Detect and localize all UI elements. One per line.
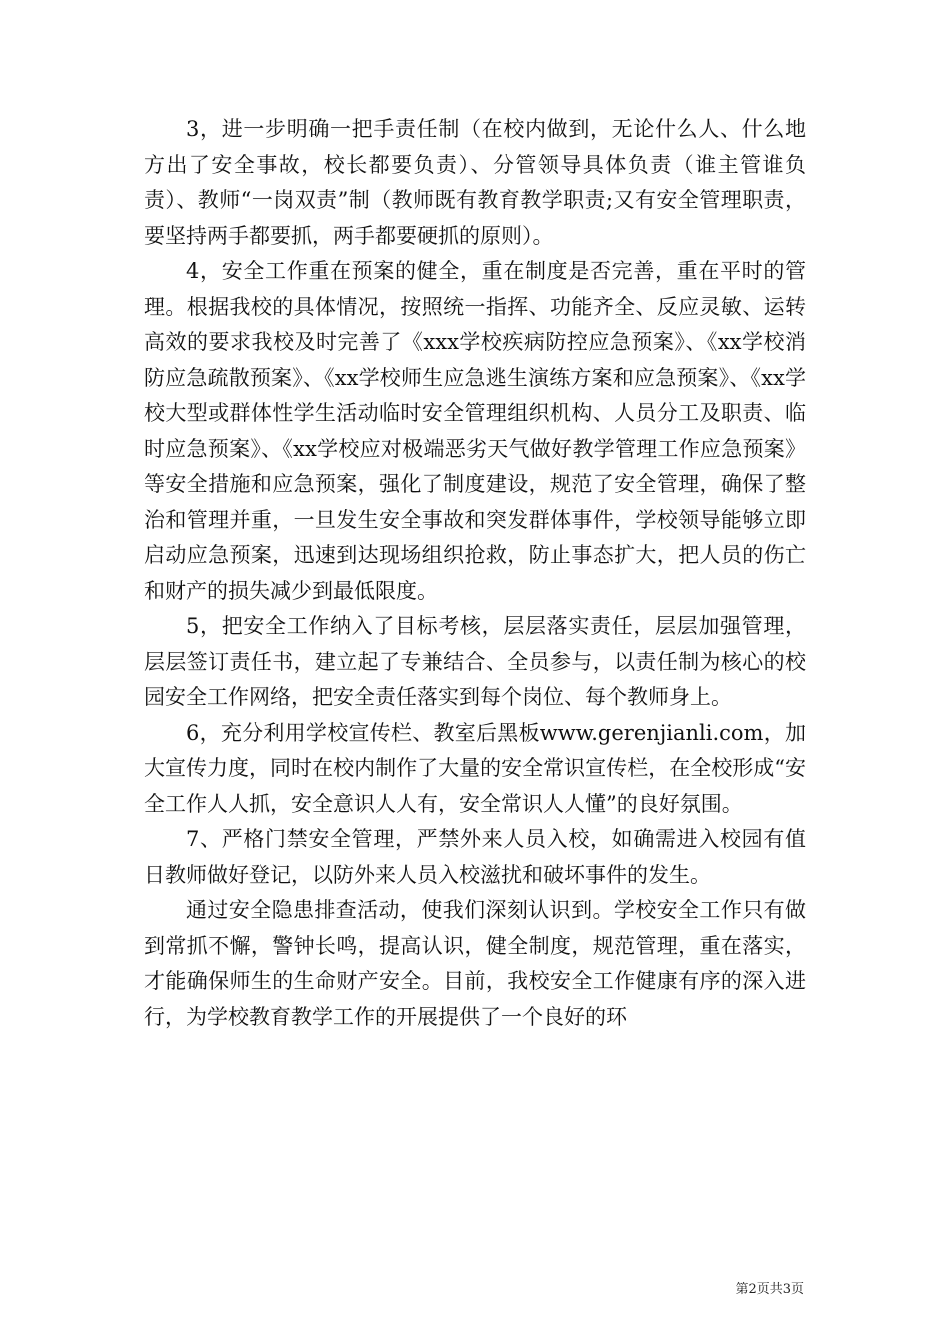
paragraph-3: 3，进一步明确一把手责任制（在校内做到，无论什么人、什么地方出了安全事故，校长都要负责）、分管领导具体负责（谁主管谁负责）、教师“一岗双责”制（教师既有教育教学职责;又有安全管理职责，要坚持两手都要抓，两手都要硬抓的原则）。 (144, 117, 806, 248)
document-body (144, 112, 806, 1035)
paragraph-7: 7、严格门禁安全管理，严禁外来人员入校，如确需进入校园有值日教师做好登记，以防外来人员入校滋扰和破坏事件的发生。 (144, 827, 806, 887)
page-number: 第2页共3页 (735, 1282, 804, 1297)
paragraph-6: 6，充分利用学校宣传栏、教室后黑板www.gerenjianli.com，加大宣传力度，同时在校内制作了大量的安全常识宣传栏，在全校形成“安全工作人人抓，安全意识人人有，安全常识人人懂”的良好氛围。 (144, 720, 806, 816)
paragraph-conclusion: 通过安全隐患排查活动，使我们深刻认识到。学校安全工作只有做到常抓不懈，警钟长鸣，提高认识，健全制度，规范管理，重在落实，才能确保师生的生命财产安全。目前，我校安全工作健康有序的深入进行，为学校教育教学工作的开展提供了一个良好的环 (144, 898, 806, 1029)
paragraph-4: 4，安全工作重在预案的健全，重在制度是否完善，重在平时的管理。根据我校的具体情况，按照统一指挥、功能齐全、反应灵敏、运转高效的要求我校及时完善了《xxx学校疾病防控应急预案》、《xx学校消防应急疏散预案》、《xx学校师生应急逃生演练方案和应急预案》、《xx学校大型或群体性学生活动临时安全管理组织机构、人员分工及职责、临时应急预案》、《xx学校应对极端恶劣天气做好教学管理工作应急预案》等安全措施和应急预案，强化了制度建设，规范了安全管理，确保了整治和管理并重，一旦发生安全事故和突发群体事件，学校领导能够立即启动应急预案，迅速到达现场组织抢救，防止事态扩大，把人员的伤亡和财产的损失减少到最低限度。 (144, 259, 806, 603)
paragraph-5: 5，把安全工作纳入了目标考核，层层落实责任，层层加强管理，层层签订责任书，建立起了专兼结合、全员参与，以责任制为核心的校园安全工作网络，把安全责任落实到每个岗位、每个教师身上。 (144, 614, 806, 709)
page-footer (0, 1278, 950, 1297)
